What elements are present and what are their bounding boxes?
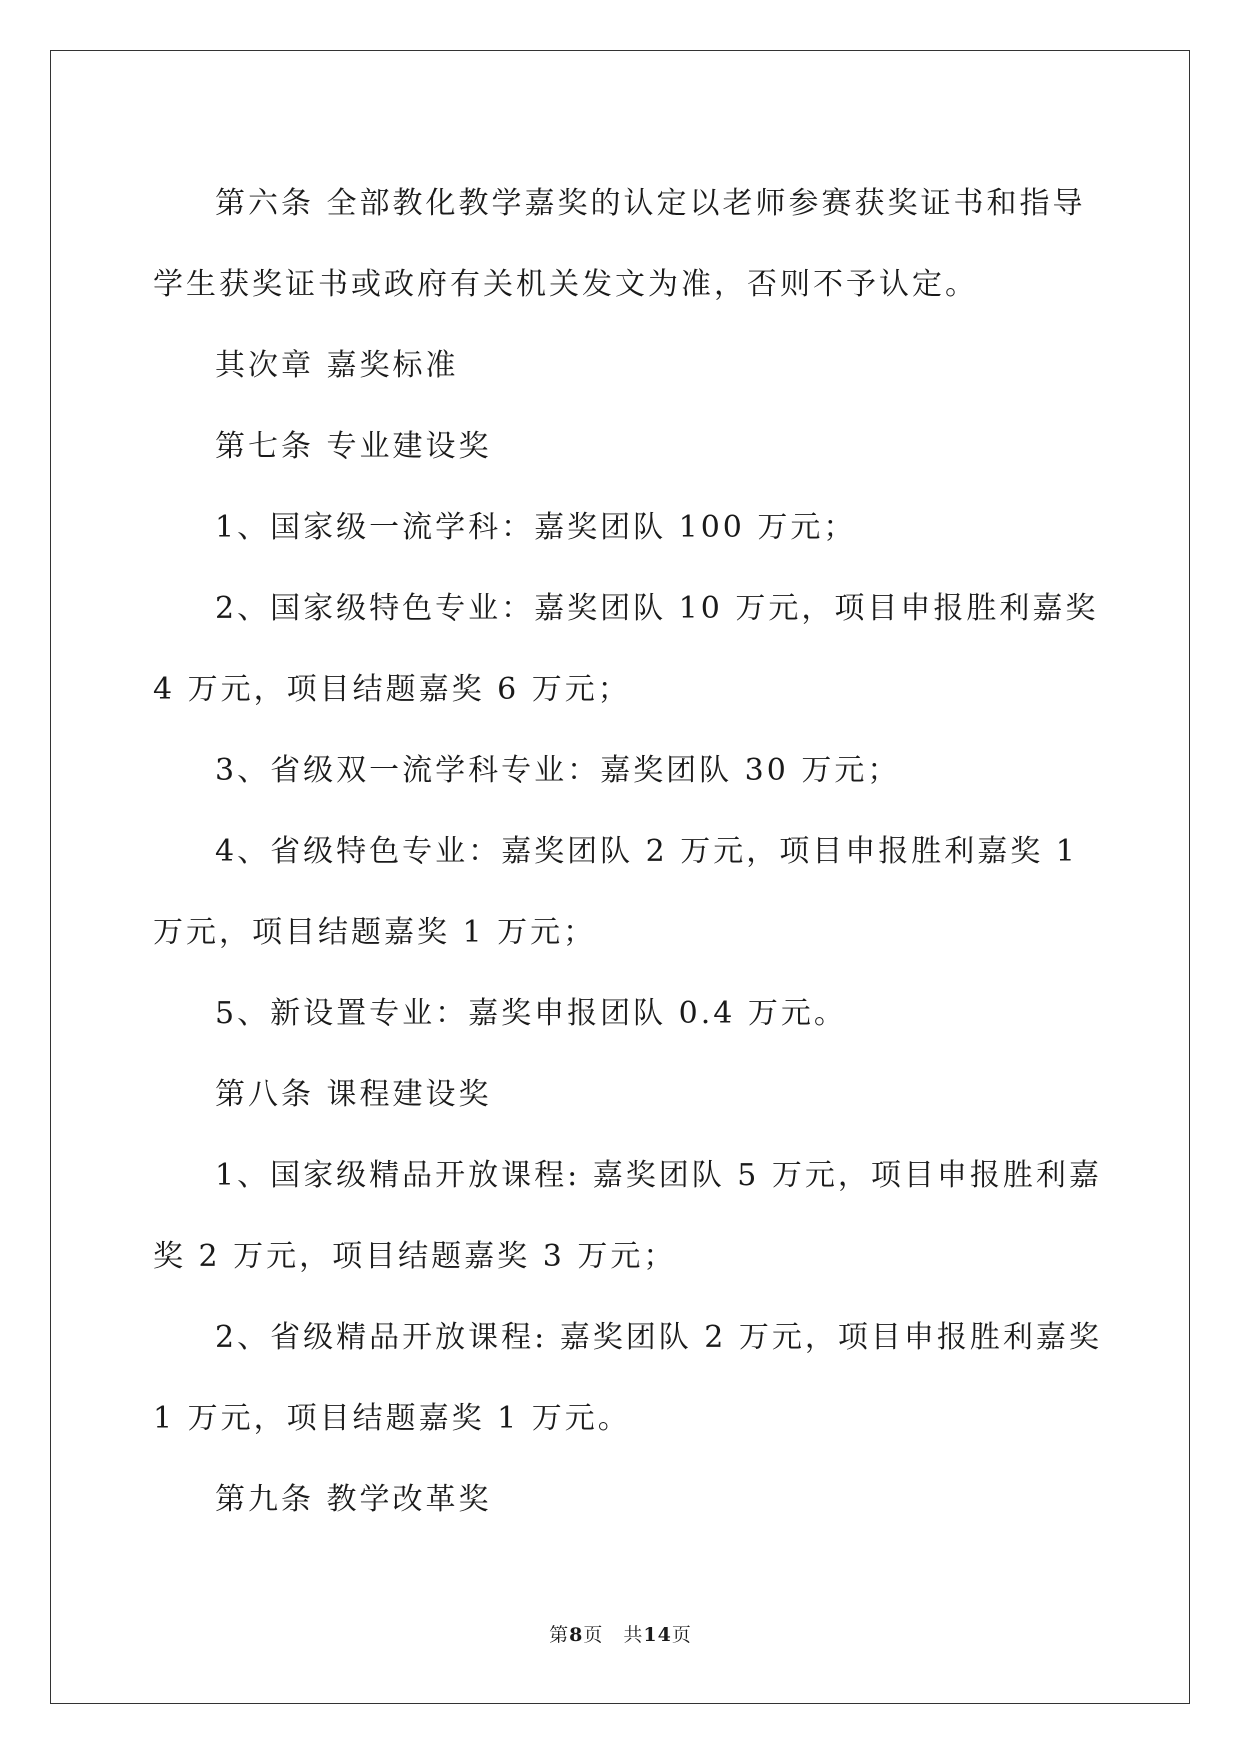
article-7-heading: 第七条 专业建设奖	[215, 429, 492, 464]
page-label-suffix: 页	[671, 1624, 692, 1646]
page-footer	[0, 1620, 1241, 1647]
list-item: 4、省级特色专业：嘉奖团队 2 万元，项目申报胜利嘉奖 1 万元，项目结题嘉奖 1 万元；	[153, 834, 1078, 950]
list-item: 2、国家级特色专业：嘉奖团队 10 万元，项目申报胜利嘉奖 4 万元，项目结题嘉奖 6 万元；	[153, 591, 1099, 707]
document-body	[153, 163, 1113, 1540]
article-9-heading: 第九条 教学改革奖	[215, 1482, 492, 1517]
list-item: 2、省级精品开放课程: 嘉奖团队 2 万元，项目申报胜利嘉奖 1 万元，项目结题嘉奖 1 万元。	[153, 1320, 1102, 1436]
list-item: 5、新设置专业：嘉奖申报团队 0.4 万元。	[215, 996, 847, 1031]
current-page-number: 8	[569, 1624, 584, 1646]
article-8-heading: 第八条 课程建设奖	[215, 1077, 492, 1112]
list-item: 3、省级双一流学科专业：嘉奖团队 30 万元；	[215, 753, 901, 788]
list-item: 1、国家级精品开放课程: 嘉奖团队 5 万元，项目申报胜利嘉奖 2 万元，项目结题嘉奖 3 万元；	[153, 1158, 1102, 1274]
paragraph-article-6: 第六条 全部教化教学嘉奖的认定以老师参赛获奖证书和指导学生获奖证书或政府有关机关发文为准，否则不予认定。	[153, 186, 1086, 302]
page-label-mid: 页 共	[583, 1624, 644, 1646]
chapter-heading: 其次章 嘉奖标准	[215, 348, 459, 383]
list-item: 1、国家级一流学科：嘉奖团队 100 万元；	[215, 510, 857, 545]
total-page-number: 14	[643, 1624, 672, 1646]
page-label-prefix: 第	[549, 1624, 570, 1646]
